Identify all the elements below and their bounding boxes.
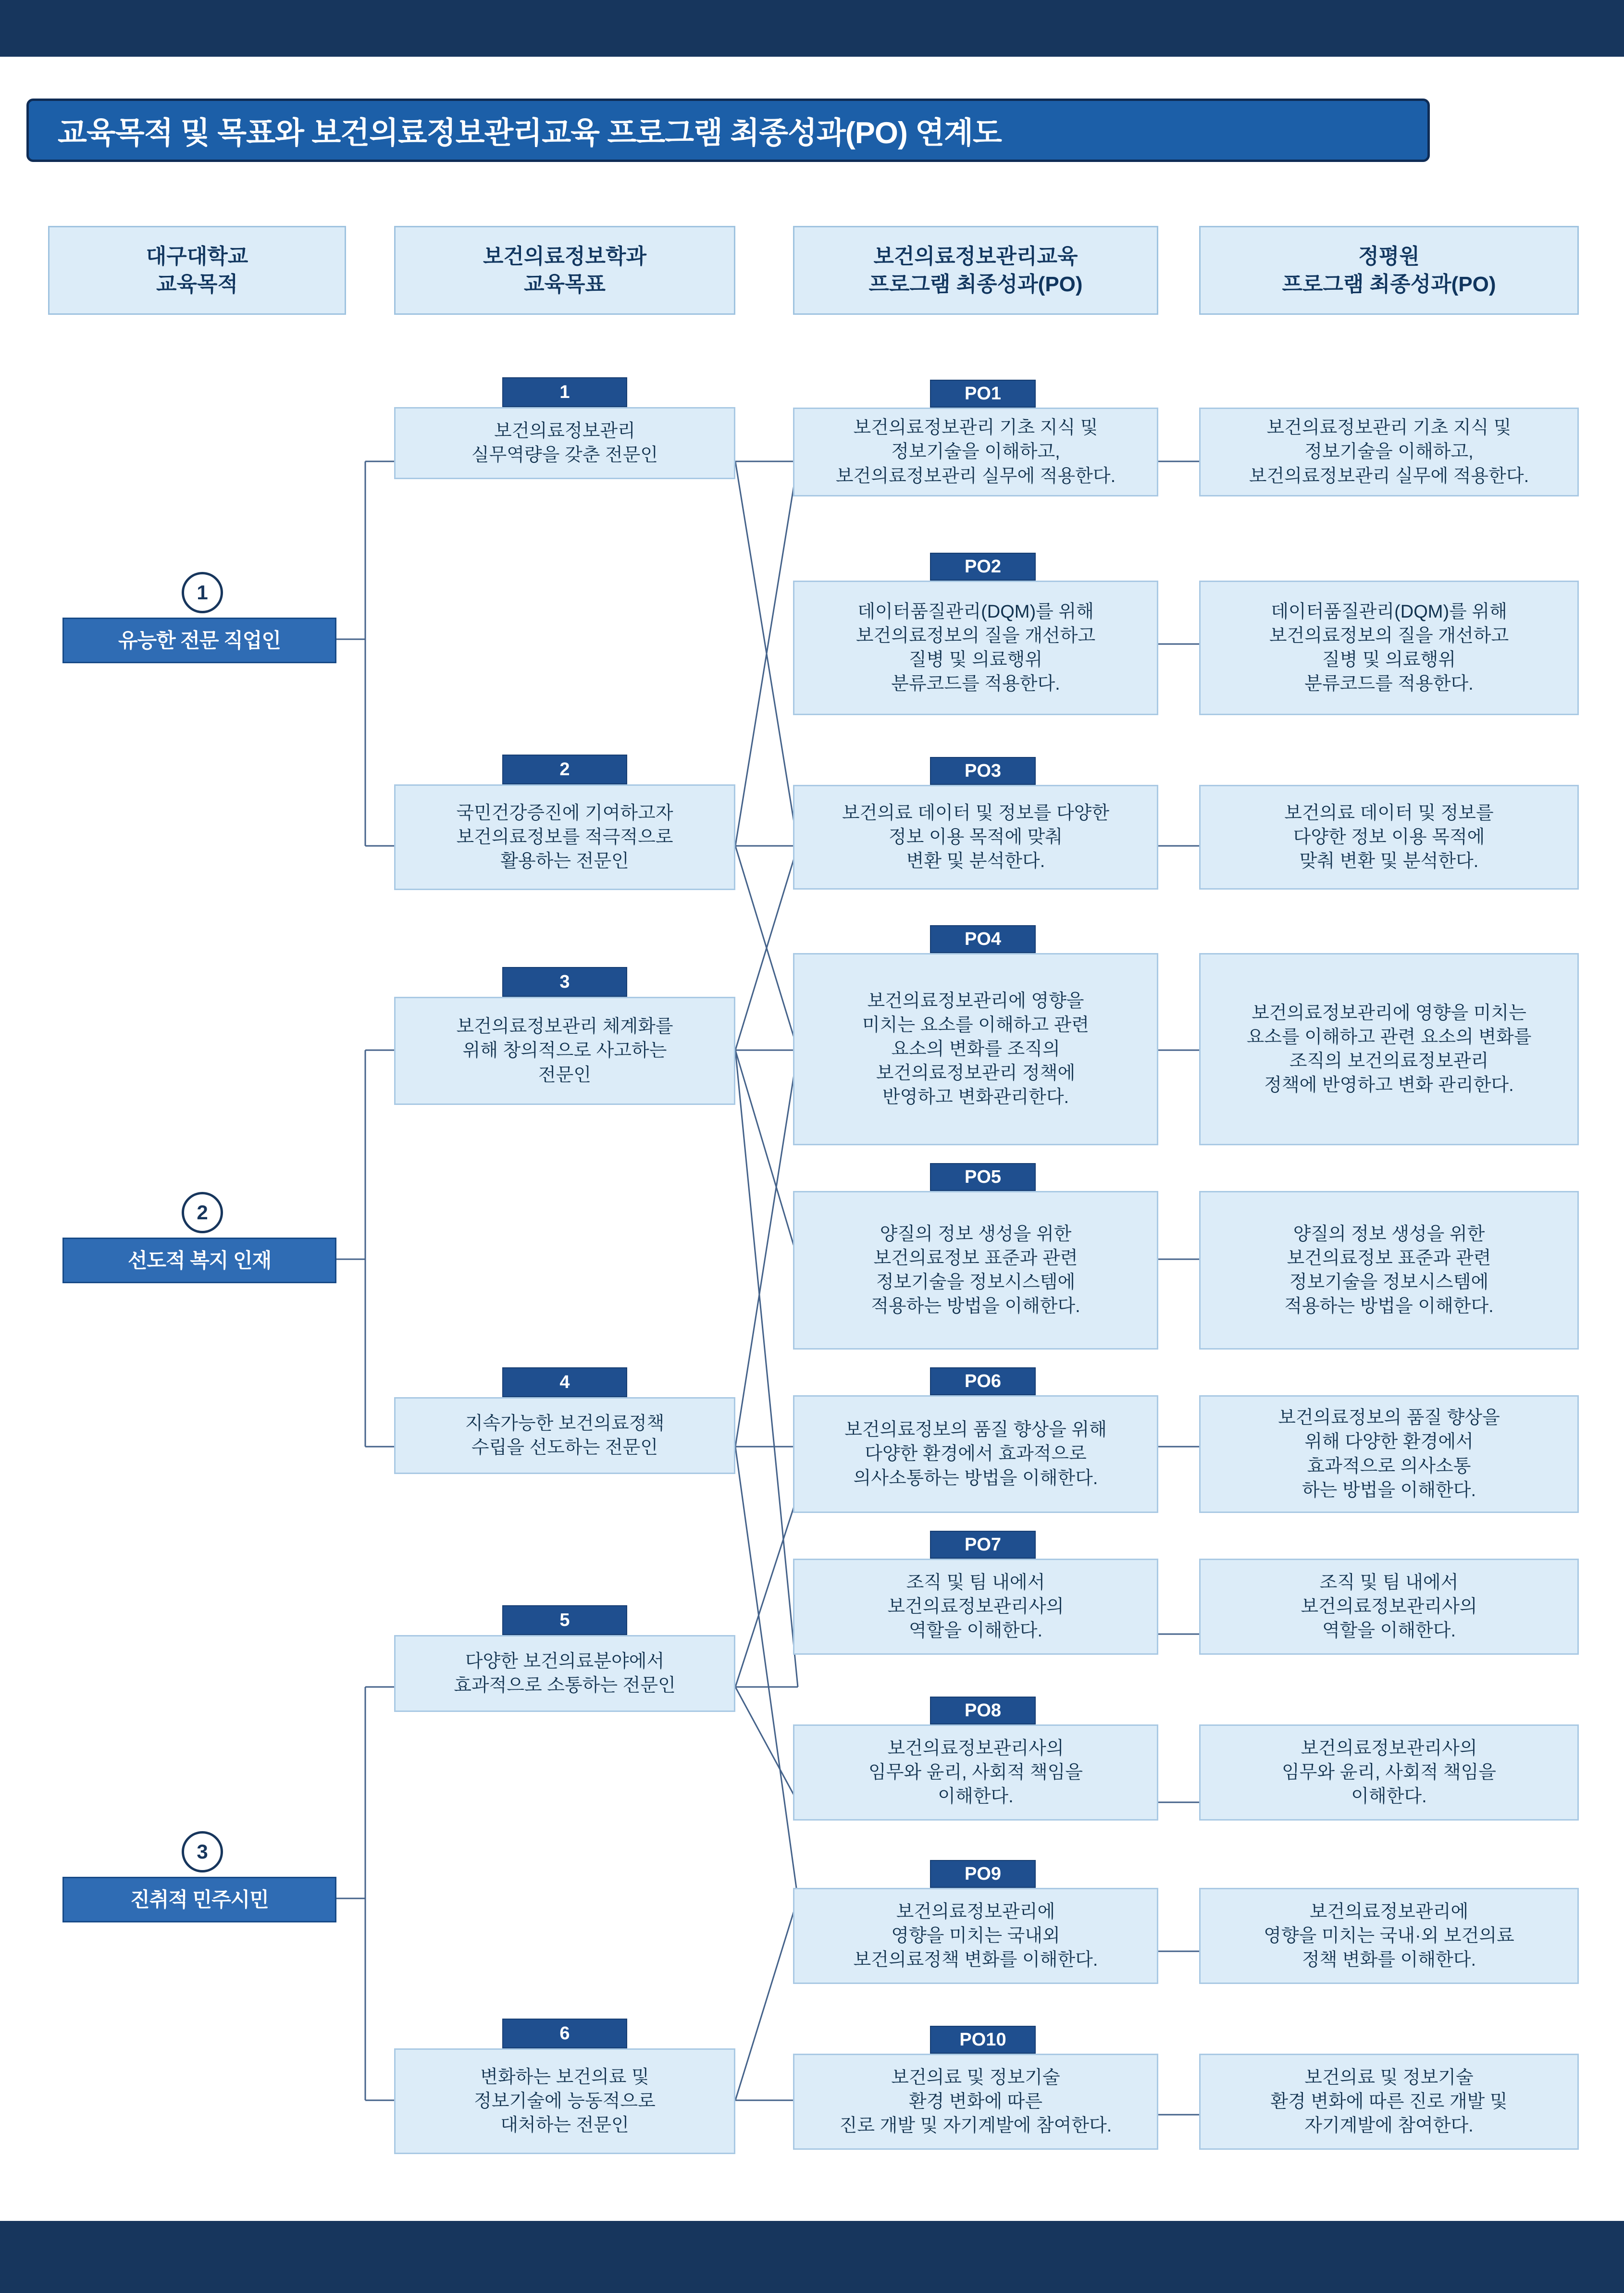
po-tab-7: PO7 <box>930 1531 1036 1559</box>
po-box-5 <box>793 1191 1158 1350</box>
po-tab-8: PO8 <box>930 1697 1036 1724</box>
reference-text: 보건의료정보관리 기초 지식 및 정보기술을 이해하고, 보건의료정보관리 실무에 적용한다. <box>1249 418 1529 486</box>
objective-tab-1: 1 <box>502 377 627 407</box>
objective-text: 국민건강증진에 기여하고자 보건의료정보를 적극적으로 활용하는 전문인 <box>456 803 673 872</box>
po-tab-2: PO2 <box>930 553 1036 581</box>
reference-text: 보건의료정보관리사의 임무와 윤리, 사회적 책임을 이해한다. <box>1281 1738 1497 1807</box>
reference-box-6 <box>1199 1395 1579 1513</box>
column-header-line1: 대구대학교 <box>146 245 248 269</box>
po-box-10 <box>793 2054 1158 2150</box>
purpose-label: 선도적 복지 인재 <box>127 1249 272 1272</box>
po-text: 보건의료정보관리사의 임무와 윤리, 사회적 책임을 이해한다. <box>868 1738 1083 1807</box>
objective-text: 보건의료정보관리 체계화를 위해 창의적으로 사고하는 전문인 <box>456 1016 673 1085</box>
objective-text: 변화하는 보건의료 및 정보기술에 능동적으로 대처하는 전문인 <box>474 2067 656 2136</box>
objective-box-2 <box>394 784 735 890</box>
reference-box-1 <box>1199 408 1579 496</box>
objective-box-6 <box>394 2048 735 2154</box>
reference-text: 보건의료정보관리에 영향을 미치는 요소를 이해하고 관련 요소의 변화를 조직의 보건의료정보관리 정책에 반영하고 변화 관리한다. <box>1246 1003 1532 1096</box>
objective-tab-5: 5 <box>502 1605 627 1635</box>
reference-text: 보건의료 및 정보기술 환경 변화에 따른 진로 개발 및 자기계발에 참여한다. <box>1270 2067 1508 2136</box>
reference-box-3 <box>1199 785 1579 890</box>
po-box-1 <box>793 408 1158 496</box>
diagram-title-bar <box>26 99 1430 162</box>
objective-box-5 <box>394 1635 735 1712</box>
po-tab-4: PO4 <box>930 925 1036 953</box>
purpose-number-1: 1 <box>182 572 223 613</box>
reference-box-4 <box>1199 953 1579 1145</box>
objective-box-3 <box>394 997 735 1105</box>
objective-tab-6: 6 <box>502 2019 627 2048</box>
po-tab-10: PO10 <box>930 2026 1036 2054</box>
po-box-4 <box>793 953 1158 1145</box>
reference-text: 보건의료정보의 품질 향상을 위해 다양한 환경에서 효과적으로 의사소통 하는 방법을 이해한다. <box>1278 1408 1500 1500</box>
reference-box-8 <box>1199 1724 1579 1821</box>
column-header-line2: 프로그램 최종성과(PO) <box>1282 272 1496 296</box>
po-box-7 <box>793 1559 1158 1655</box>
purpose-label: 진취적 민주시민 <box>130 1888 269 1911</box>
objective-box-1 <box>394 407 735 479</box>
po-text: 양질의 정보 생성을 위한 보건의료정보 표준과 관련 정보기술을 정보시스템에 적용하는 방법을 이해한다. <box>871 1224 1080 1317</box>
column-header-line1: 보건의료정보관리교육 <box>873 245 1078 269</box>
purpose-box-1 <box>62 618 336 663</box>
po-tab-1: PO1 <box>930 380 1036 408</box>
column-header-line2: 프로그램 최종성과(PO) <box>868 272 1083 296</box>
objective-text: 보건의료정보관리 실무역량을 갖춘 전문인 <box>471 421 658 465</box>
reference-box-2 <box>1199 581 1579 715</box>
reference-box-5 <box>1199 1191 1579 1350</box>
column-header-line1: 보건의료정보학과 <box>483 245 647 269</box>
po-text: 보건의료정보관리에 영향을 미치는 요소를 이해하고 관련 요소의 변화를 조직의 보건의료정보관리 정책에 반영하고 변화관리한다. <box>862 991 1090 1108</box>
column-header-dept-objective <box>394 226 735 315</box>
po-text: 보건의료 및 정보기술 환경 변화에 따른 진로 개발 및 자기계발에 참여한다. <box>839 2067 1112 2136</box>
po-tab-5: PO5 <box>930 1163 1036 1191</box>
column-header-line2: 교육목표 <box>523 272 606 296</box>
purpose-label: 유능한 전문 직업인 <box>118 629 281 652</box>
po-box-2 <box>793 581 1158 715</box>
po-box-8 <box>793 1724 1158 1821</box>
po-text: 보건의료 데이터 및 정보를 다양한 정보 이용 목적에 맞춰 변환 및 분석한다. <box>842 803 1110 872</box>
column-header-program-po <box>793 226 1158 315</box>
reference-box-9 <box>1199 1888 1579 1984</box>
po-text: 보건의료정보관리에 영향을 미치는 국내외 보건의료정책 변화를 이해한다. <box>853 1901 1098 1971</box>
reference-text: 양질의 정보 생성을 위한 보건의료정보 표준과 관련 정보기술을 정보시스템에 적용하는 방법을 이해한다. <box>1284 1224 1494 1317</box>
objective-tab-3: 3 <box>502 967 627 997</box>
column-header-univ-purpose <box>48 226 346 315</box>
reference-box-10 <box>1199 2054 1579 2150</box>
column-header-kaahme-po <box>1199 226 1579 315</box>
objective-tab-4: 4 <box>502 1367 627 1397</box>
page-title: 교육목적 및 목표와 보건의료정보관리교육 프로그램 최종성과(PO) 연계도 <box>58 116 1002 150</box>
reference-text: 데이터품질관리(DQM)를 위해 보건의료정보의 질을 개선하고 질병 및 의료행위 분류코드를 적용한다. <box>1269 601 1509 694</box>
po-tab-9: PO9 <box>930 1860 1036 1888</box>
purpose-box-3 <box>62 1877 336 1922</box>
objective-text: 다양한 보건의료분야에서 효과적으로 소통하는 전문인 <box>454 1651 676 1696</box>
purpose-number-2: 2 <box>182 1192 223 1233</box>
objective-box-4 <box>394 1397 735 1474</box>
reference-box-7 <box>1199 1559 1579 1655</box>
po-text: 데이터품질관리(DQM)를 위해 보건의료정보의 질을 개선하고 질병 및 의료행위 분류코드를 적용한다. <box>855 601 1096 694</box>
objective-text: 지속가능한 보건의료정책 수립을 선도하는 전문인 <box>465 1413 665 1458</box>
column-header-line2: 교육목적 <box>156 272 238 296</box>
po-box-9 <box>793 1888 1158 1984</box>
po-text: 조직 및 팀 내에서 보건의료정보관리사의 역할을 이해한다. <box>887 1572 1064 1641</box>
purpose-box-2 <box>62 1238 336 1283</box>
po-text: 보건의료정보의 품질 향상을 위해 다양한 환경에서 효과적으로 의사소통하는 방법을 이해한다. <box>844 1420 1107 1488</box>
po-box-3 <box>793 785 1158 890</box>
column-header-line1: 정평원 <box>1358 245 1420 269</box>
purpose-number-3: 3 <box>182 1831 223 1872</box>
po-tab-6: PO6 <box>930 1367 1036 1395</box>
reference-text: 보건의료정보관리에 영향을 미치는 국내·외 보건의료 정책 변화를 이해한다. <box>1264 1901 1514 1971</box>
reference-text: 보건의료 데이터 및 정보를 다양한 정보 이용 목적에 맞춰 변환 및 분석한다. <box>1284 803 1494 872</box>
po-text: 보건의료정보관리 기초 지식 및 정보기술을 이해하고, 보건의료정보관리 실무에 적용한다. <box>835 418 1116 486</box>
po-box-6 <box>793 1395 1158 1513</box>
reference-text: 조직 및 팀 내에서 보건의료정보관리사의 역할을 이해한다. <box>1301 1572 1477 1641</box>
po-tab-3: PO3 <box>930 757 1036 785</box>
objective-tab-2: 2 <box>502 755 627 784</box>
